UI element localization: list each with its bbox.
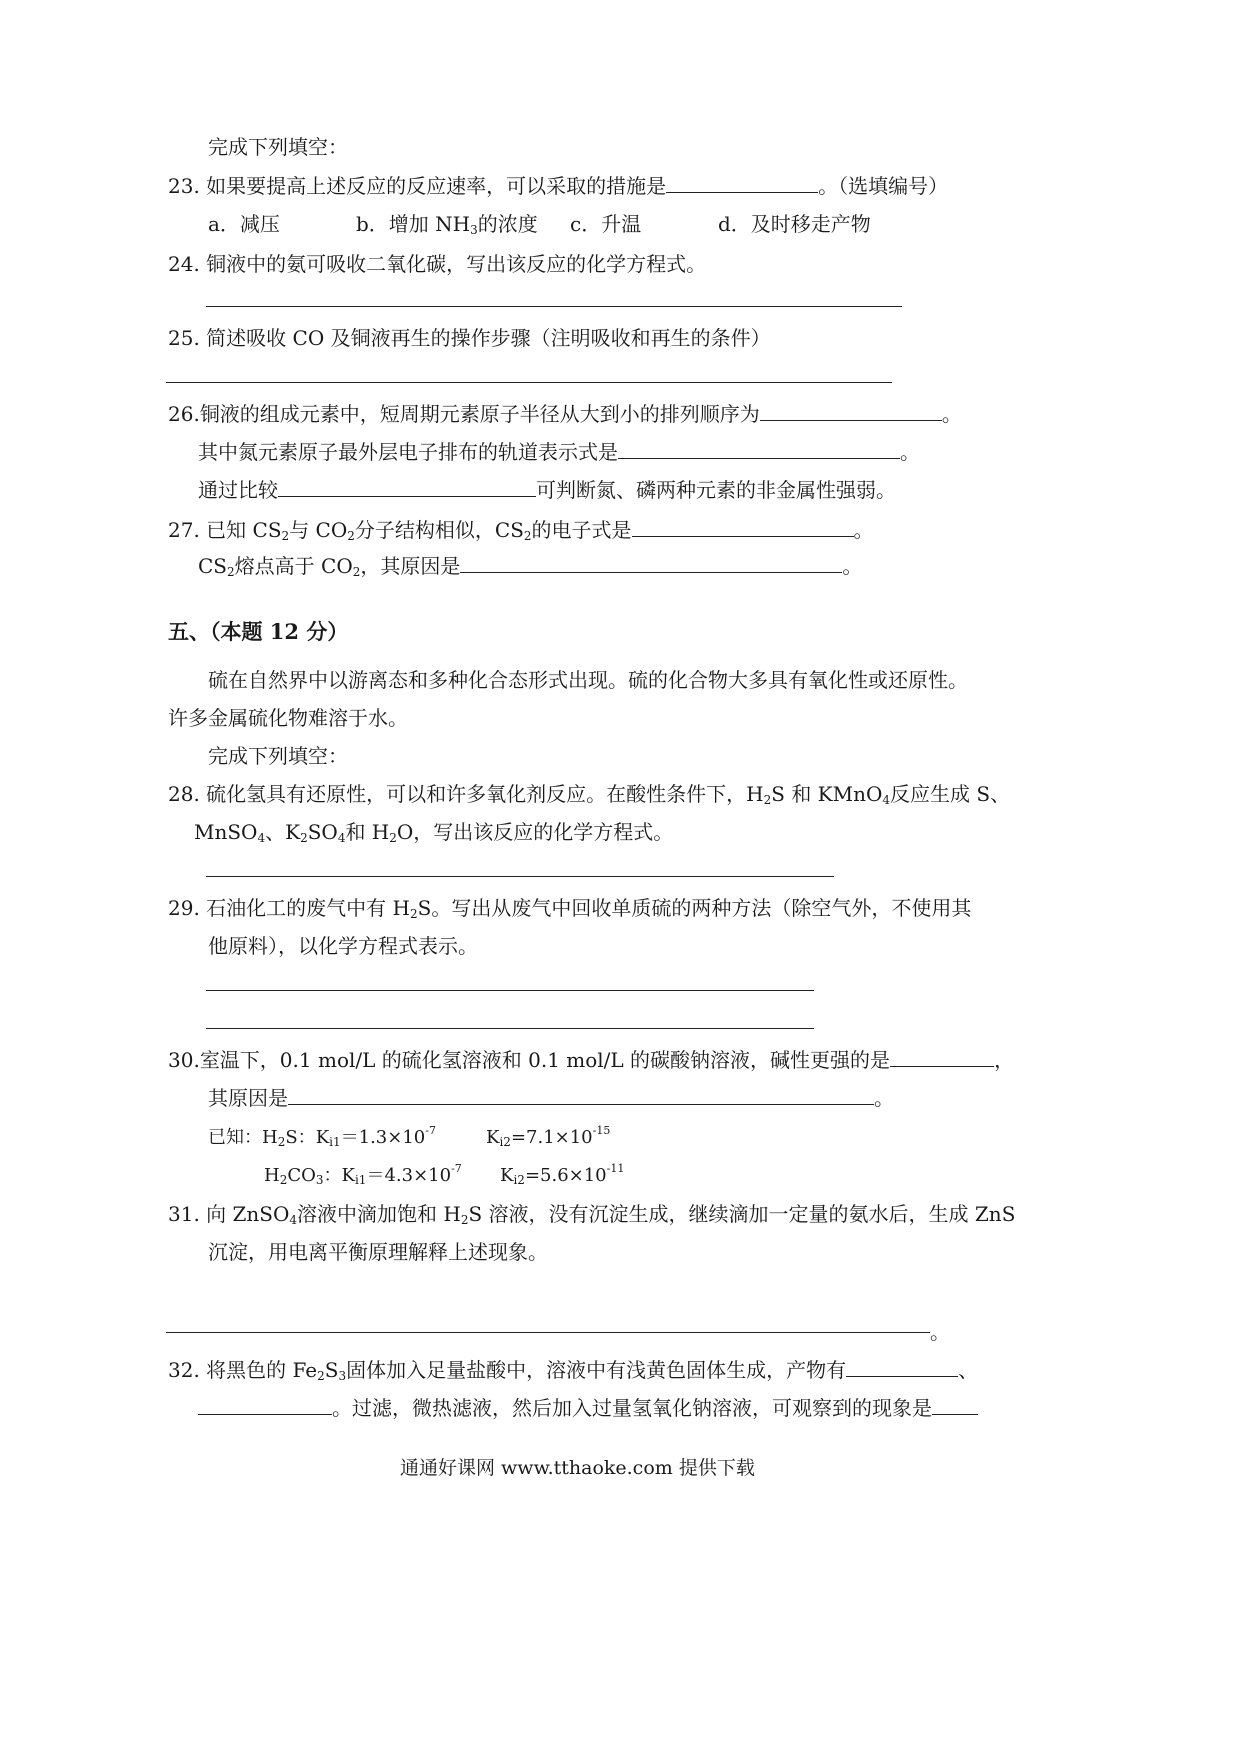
- answer-line-28[interactable]: [206, 876, 834, 877]
- question-32-line-1: 32. 将黑色的 $Fe_2S_3$固体加入足量盐酸中，溶液中有浅黄色固体生成，产物有 、: [168, 1358, 979, 1383]
- page-footer: 通通好课网 www.tthaoke.com 提供下载: [400, 1457, 755, 1479]
- answer-line-25[interactable]: [166, 382, 892, 383]
- section-5-instruction: 完成下列填空：: [208, 744, 348, 768]
- known-h2co3: $H_2CO_3$：$K_{i1}=4.3\times 10^{-7}$: [264, 1162, 462, 1187]
- question-31-period: 。: [930, 1320, 950, 1344]
- answer-line-24[interactable]: [206, 306, 902, 307]
- answer-blank-26c[interactable]: [278, 478, 536, 497]
- question-28-line-1: 28. 硫化氢具有还原性，可以和许多氧化剂反应。在酸性条件下，$H_2S$ 和 KMnO$_4$反应生成 S、: [168, 782, 1011, 807]
- answer-blank-30a[interactable]: [890, 1048, 994, 1067]
- question-24: 24. 铜液中的氨可吸收二氧化碳，写出该反应的化学方程式。: [168, 252, 707, 276]
- question-26-line-2: 其中氮元素原子最外层电子排布的轨道表示式是 。: [198, 440, 920, 464]
- answer-blank-26a[interactable]: [760, 402, 942, 421]
- answer-blank-30b[interactable]: [288, 1086, 874, 1105]
- question-26-line-1: 26.铜液的组成元素中，短周期元素原子半径从大到小的排列顺序为 。: [168, 402, 962, 426]
- question-28-line-2: MnSO$_4$、$K_2SO_4$和 $H_2O$，写出该反应的化学方程式。: [194, 820, 674, 845]
- question-25: 25. 简述吸收 CO 及铜液再生的操作步骤（注明吸收和再生的条件）: [168, 326, 771, 350]
- section-5-intro-2: 许多金属硫化物难溶于水。: [168, 706, 408, 730]
- answer-blank-32b[interactable]: [198, 1396, 332, 1415]
- answer-line-29b[interactable]: [206, 1028, 814, 1029]
- question-27-line-2: $CS_2$熔点高于 $CO_2$，其原因是 。: [198, 554, 863, 579]
- option-a: a．减压: [208, 212, 280, 236]
- option-b: b．增加 $NH_3$的浓度: [356, 212, 538, 237]
- question-27-line-1: 27. 已知 $CS_2$与 $CO_2$分子结构相似，$CS_2$的电子式是 。: [168, 518, 874, 543]
- question-29-line-1: 29. 石油化工的废气中有 $H_2S$。写出从废气中回收单质硫的两种方法（除空气外，不使用其: [168, 896, 972, 921]
- question-31-line-2: 沉淀，用电离平衡原理解释上述现象。: [208, 1240, 548, 1264]
- answer-line-29a[interactable]: [206, 990, 814, 991]
- answer-blank-23[interactable]: [666, 174, 818, 193]
- option-c: c．升温: [570, 212, 642, 236]
- answer-blank-27a[interactable]: [632, 518, 854, 537]
- known-h2s-k2: $K_{i2}=7.1\times 10^{-15}$: [486, 1124, 611, 1149]
- question-30-line-1: 30.室温下，0.1 mol/L 的硫化氢溶液和 0.1 mol/L 的碳酸钠溶液，碱性更强的是 ，: [168, 1048, 1015, 1072]
- answer-blank-32c[interactable]: [932, 1396, 978, 1415]
- question-30-line-2: 其原因是 。: [208, 1086, 894, 1110]
- fill-instruction: 完成下列填空：: [208, 135, 348, 159]
- question-23: 23. 如果要提高上述反应的反应速率，可以采取的措施是 。（选填编号）: [168, 174, 949, 198]
- question-26-line-3: 通过比较 可判断氮、磷两种元素的非金属性强弱。: [198, 478, 896, 502]
- question-29-line-2: 他原料），以化学方程式表示。: [208, 934, 478, 958]
- answer-blank-27b[interactable]: [460, 554, 842, 573]
- question-31-line-1: 31. 向 ZnSO$_4$溶液中滴加饱和 $H_2S$ 溶液，没有沉淀生成，继续滴加一定量的氨水后，生成 ZnS: [168, 1202, 1016, 1227]
- option-d: d．及时移走产物: [718, 212, 871, 236]
- section-5-heading: 五、（本题 12 分）: [168, 619, 349, 644]
- known-h2co3-k2: $K_{i2}=5.6\times 10^{-11}$: [500, 1162, 625, 1187]
- answer-blank-32a[interactable]: [846, 1358, 958, 1377]
- section-5-intro-1: 硫在自然界中以游离态和多种化合态形式出现。硫的化合物大多具有氧化性或还原性。: [208, 668, 968, 692]
- question-32-line-2: 。过滤，微热滤液，然后加入过量氢氧化钠溶液，可观察到的现象是: [198, 1394, 978, 1422]
- answer-line-31[interactable]: [166, 1332, 930, 1333]
- known-h2s: 已知：$H_2S$：$K_{i1}=1.3\times 10^{-7}$: [208, 1124, 436, 1149]
- answer-blank-26b[interactable]: [618, 440, 900, 459]
